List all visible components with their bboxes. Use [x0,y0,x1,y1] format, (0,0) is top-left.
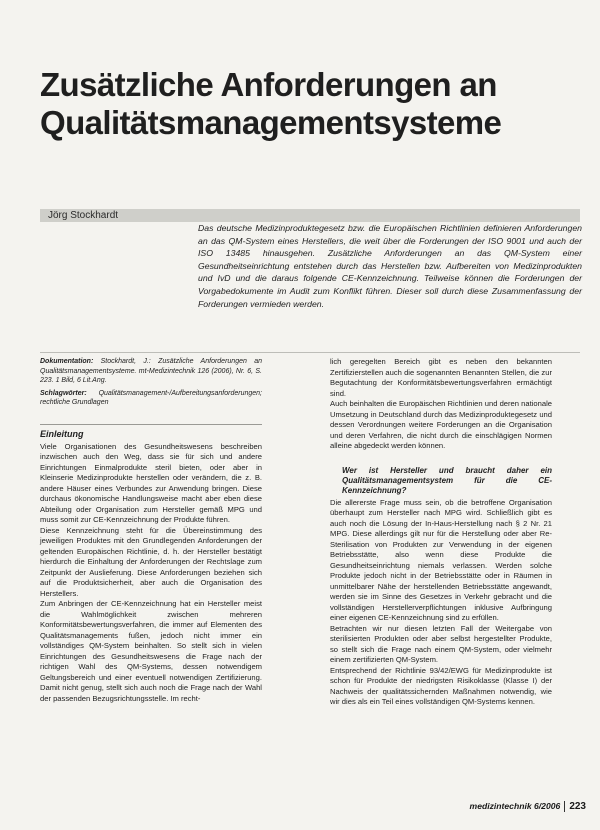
page-number: 223 [569,801,586,812]
left-column [40,357,262,704]
right-column [330,357,552,708]
documentation-text: Stockhardt, J.: Zusätzliche Anforderungen an Qualitätsmanagementsysteme. mt-Medizintechnik 126 (2006), Nr. 6, S. 223. 1 Bild, 6 Lit.Ang. [40,358,262,385]
body-paragraph: Die allererste Frage muss sein, ob die betroffene Organisation überhaupt zum Hersteller nach MPG wird. Schließlich gibt es auch noch die Lösung der In-Haus-Herstellung nach § 2 Nr. 21 MPG. Diese allerdings gilt nur für die Herstellung oder aber Re-Sterilisation von Produkten zur Verwendung in der eigenen Betriebsstätte, also wenn diese Produkte die Gesundheitseinrichtung niemals verlassen. Werden solche Produkte jedoch nicht in der Betriebsstätte oder in Räumen in unmittelbarer Nähe der herstellenden Betriebsstätte angewandt, werden sie im Sinne des Gesetzes in Verkehr gebracht und die vollständigen Herstellerverpflichtungen inklusive Aufbringung einer eigenen CE-Kennzeichnung sind zu erfüllen. [330,497,552,622]
page-footer [470,800,586,813]
title-line-1: Zusätzliche Anforderungen an [40,66,497,103]
section-heading-einleitung: Einleitung [40,424,262,440]
keywords-label: Schlagwörter: [40,389,87,397]
body-paragraph: Entsprechend der Richtlinie 93/42/EWG für Medizinprodukte ist schon für Produkte der niedrigsten Risikoklasse (Klasse I) der Nachweis der qualitätssichernden Maßnahmen notwendig, wie wir dies als ein Teil eines vollständigen QM-Systems kennen. [330,665,552,706]
keywords-text: Qualitätsmanagement-/Aufbereitungsanforderungen; rechtliche Grundlagen [40,389,262,407]
abstract: Das deutsche Medizinproduktegesetz bzw. die Europäischen Richtlinien definieren Anforderungen an das QM-System eines Herstellers, die weit über die Forderungen der ISO 9001 und auch der ISO 13485 hinausgehen. Zusätzliche Anforderungen an das QM-System einer Gesundheitseinrichtung entstehen durch das Herstellen bzw. Aufbereiten von Medizinprodukten und IvD und die daraus folgende CE-Kennzeichnung. Teilweise können die Forderungen der Vorgabedokumente im Audit zum Konflikt führen. Dieser soll durch diese Zusammenfassung der Forderungen vermieden werden. [198,223,582,309]
body-paragraph: Auch beinhalten die Europäischen Richtlinien und deren nationale Umsetzung in Deutschland durch das Medizinproduktegesetz und dessen Verordnungen weitere Forderungen an die Organisation und deren Verfahren, die nicht durch die einschlägigen Normen alleine abgedeckt werden können. [330,399,552,450]
body-paragraph: Zum Anbringen der CE-Kennzeichnung hat ein Hersteller meist die Wahlmöglichkeit zwischen mehreren Konformitätsbewertungsverfahren, die immer auf Elementen des Qualitätsmanagements fußen, jedoch nicht immer ein vollständiges QM-System beinhalten. So stellt sich in vielen Einrichtungen des Gesundheitswesens die Frage nach der richtigen Wahl des QM-Systems, dessen notwendigem Geltungsbereich und einer eventuell notwendigen Zertifizierung. Damit nicht genug, stellt sich auch noch die Frage nach der Wahl der passenden Bezugsrichtungsstelle. Im recht- [40,599,262,703]
keywords-note [40,389,262,408]
body-paragraph: lich geregelten Bereich gibt es neben den bekannten Zertifizierstellen auch die sogenannten Benannten Stellen, die zur Begutachtung der Konformitätsbewertungsverfahren ermächtigt sind. [330,357,552,398]
footer-separator [564,801,565,812]
body-paragraph: Betrachten wir nur diesen letzten Fall der Weitergabe von sterilisierten Produkten oder aber selbst hergestellter Produkte, so stellt sich die Frage nach einem QM-System, oder vielmehr einem zertifizierten QM-System. [330,623,552,664]
body-paragraph: Diese Kennzeichnung steht für die Übereinstimmung des jeweiligen Produktes mit den Grundlegenden Anforderungen der geltenden Europäischen Richtlinie, d. h. der Hersteller bestätigt hierdurch die Einhaltung der Anforderungen der Rechtslage zum Zeitpunkt der Auslieferung. Diese Anforderungen beziehen sich auf die Produktsicherheit, aber auch die Organisation des Herstellers. [40,525,262,598]
documentation-note [40,357,262,386]
title-line-2: Qualitätsmanagementsysteme [40,104,502,141]
article-title [40,66,580,142]
author-bar [40,209,580,222]
subsection-heading: Wer ist Hersteller und braucht daher ein Qualitätsmanagementsystem für die CE-Kennzeichnung? [342,465,552,495]
journal-name: medizintechnik 6/2006 [469,801,561,811]
section-divider [40,352,580,353]
documentation-label: Dokumentation: [40,358,94,365]
author-name: Jörg Stockhardt [48,210,119,221]
body-paragraph: Viele Organisationen des Gesundheitswesens beschreiben inzwischen auch den Weg, dass sie für sich und andere Einrichtungen Einmalprodukte steril bieten, oder aber in Kleinserie Medizinprodukte herstellen oder verändern, die z. B. andere Häuser eines Verbundes zur Anwendung bringen. Diese durchaus ökonomische Handlungsweise macht aber eben diese Abteilung oder Organisation zum Hersteller gemäß MPG und muss somit zur CE-Kennzeichnung der Produkte führen. [40,441,262,525]
